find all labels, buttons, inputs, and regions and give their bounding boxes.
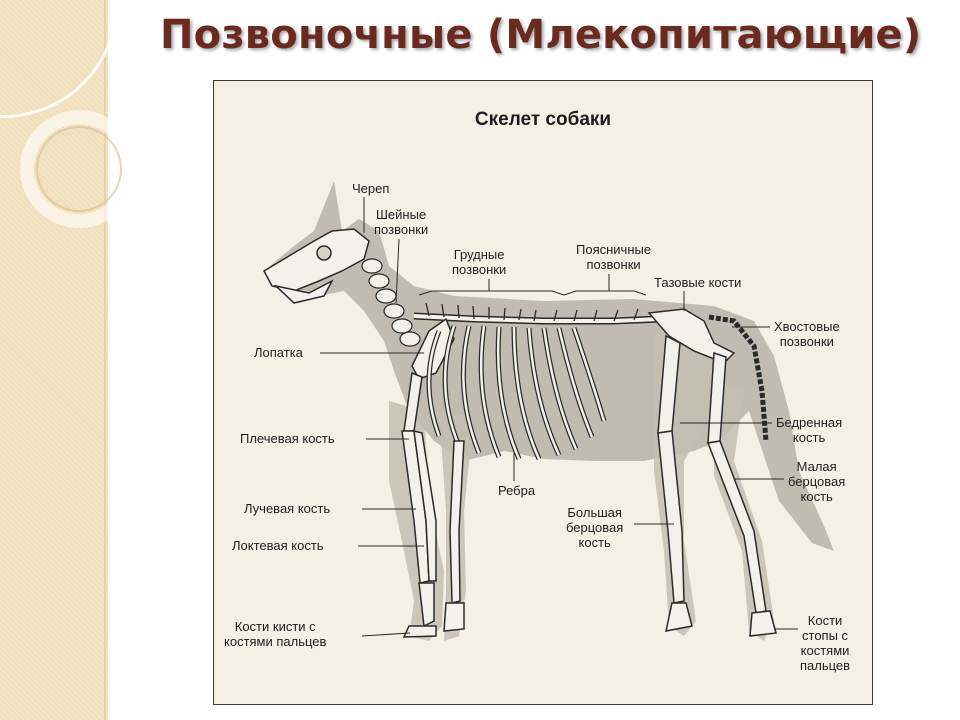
label-cervical xyxy=(374,207,428,237)
decorative-side-panel xyxy=(0,0,108,720)
label-scapula-line: Лопатка xyxy=(254,345,303,360)
figure-title: Скелет собаки xyxy=(474,109,612,130)
label-scapula xyxy=(254,345,303,360)
label-femur-line: кость xyxy=(792,430,826,445)
decorative-ring-inner xyxy=(36,126,122,212)
label-tarsus xyxy=(800,613,850,673)
label-tarsus-line: стопы с xyxy=(802,628,849,643)
label-radius xyxy=(244,501,330,516)
label-caudal xyxy=(774,319,840,349)
label-thoracic xyxy=(452,247,506,277)
label-thoracic-line: Грудные xyxy=(453,247,505,262)
label-ulna-line: Локтевая кость xyxy=(232,538,324,553)
label-humerus xyxy=(240,431,335,446)
dog-skeleton-illustration xyxy=(214,81,873,705)
label-ulna xyxy=(232,538,324,553)
label-fibula-line: кость xyxy=(800,489,833,504)
label-pelvic-line: Тазовые кости xyxy=(654,275,742,290)
label-carpus xyxy=(224,619,326,649)
panel-divider xyxy=(104,0,106,720)
label-cervical-line: позвонки xyxy=(374,222,429,237)
label-femur xyxy=(776,415,842,445)
label-tibia xyxy=(566,505,623,550)
slide-title: Позвоночные (Млекопитающие) xyxy=(160,12,922,58)
label-caudal-line: позвонки xyxy=(779,334,834,349)
label-pelvic xyxy=(654,275,741,290)
label-tarsus-line: Кости xyxy=(807,613,843,628)
label-carpus-line: Кости кисти с xyxy=(234,619,316,634)
label-carpus-line: костями пальцев xyxy=(224,634,327,649)
label-caudal-line: Хвостовые xyxy=(774,319,840,334)
label-fibula-line: берцовая xyxy=(788,474,846,489)
label-femur-line: Бедренная xyxy=(776,415,843,430)
label-skull-line: Череп xyxy=(352,181,390,196)
label-fibula-line: Малая xyxy=(796,459,837,474)
label-ribs xyxy=(498,483,535,498)
label-lumbar-line: Поясничные xyxy=(576,242,652,257)
dog-skeleton-figure xyxy=(213,80,873,705)
label-tibia-line: кость xyxy=(578,535,611,550)
label-tarsus-line: костями xyxy=(800,643,850,658)
label-lumbar-line: позвонки xyxy=(586,257,641,272)
label-skull xyxy=(352,181,389,196)
decorative-circle xyxy=(0,0,118,118)
label-lumbar xyxy=(576,242,651,272)
label-thoracic-line: позвонки xyxy=(452,262,507,277)
label-tibia-line: Большая xyxy=(567,505,622,520)
label-humerus-line: Плечевая кость xyxy=(240,431,335,446)
label-tarsus-line: пальцев xyxy=(800,658,851,673)
label-tibia-line: берцовая xyxy=(566,520,624,535)
label-radius-line: Лучевая кость xyxy=(244,501,331,516)
label-fibula xyxy=(788,459,845,504)
label-cervical-line: Шейные xyxy=(376,207,427,222)
label-ribs-line: Ребра xyxy=(498,483,536,498)
